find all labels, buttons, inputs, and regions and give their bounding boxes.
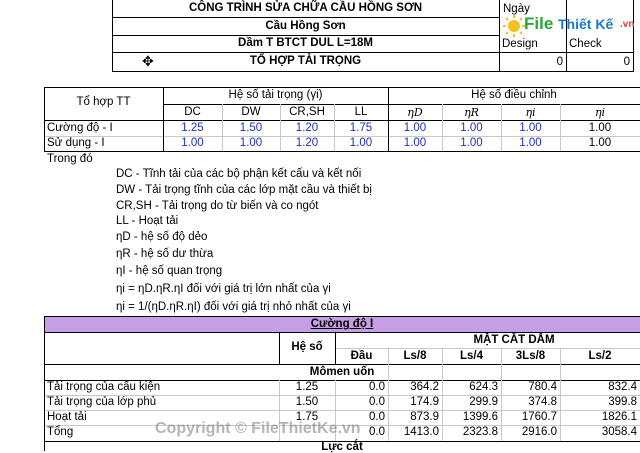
cell-value: 174.9 — [410, 396, 439, 408]
watermark-logo — [500, 12, 635, 38]
logo-thietke-text: Thiết Kế — [558, 16, 614, 32]
cell-value: 832.4 — [608, 381, 637, 393]
cell-value: 1.25 — [181, 122, 204, 134]
cell-value: 1.00 — [588, 122, 612, 134]
section-col-ls4: Ls/4 — [459, 350, 483, 362]
note-line: ηD - hệ số độ dẻo — [116, 231, 208, 243]
row-label: Hoạt tải — [47, 411, 87, 423]
crosshair-cursor-icon: ✥ — [142, 53, 154, 69]
col-eta-r: ηR — [464, 106, 479, 119]
copyright-watermark: Copyright © FileThietKe.vn — [155, 420, 361, 437]
design-value: 0 — [556, 56, 563, 68]
cell-value: 1.00 — [519, 137, 542, 149]
notes-title: Trong đó — [47, 153, 93, 165]
row-label: Tải trọng của cấu kiện — [47, 381, 161, 393]
row-factor: 1.50 — [295, 396, 319, 408]
strength-title: Cường độ I — [310, 318, 374, 330]
shear-title: Lực cắt — [321, 441, 363, 453]
cell-value: 1.20 — [295, 137, 319, 149]
section-col-3ls8: 3Ls/8 — [515, 350, 546, 362]
cell-value: 1.00 — [460, 122, 483, 134]
row-label: Tải trọng của lớp phủ — [47, 396, 157, 408]
col-crsh: CR,SH — [289, 106, 325, 118]
combo-title: Tổ hợp TT — [76, 96, 131, 108]
note-line: ηi = 1/(ηD.ηR.ηI) đối với giá trị nhỏ nhất của γi — [116, 301, 351, 313]
cell-value: 1.75 — [349, 122, 373, 134]
note-line: DC - Tĩnh tải của các bộ phận kết cấu và kết nối — [116, 168, 362, 180]
cell-value: 1.00 — [519, 122, 542, 134]
design-label: Design — [502, 38, 538, 50]
cell-value: 374.8 — [528, 396, 557, 408]
date-label: Ngày — [503, 3, 530, 15]
col-eta-d: ηD — [407, 106, 423, 119]
factor-header: Hệ số — [291, 341, 323, 353]
cell-value: 2323.8 — [462, 426, 498, 438]
col-eta-i: ηi — [525, 106, 536, 119]
cell-value: 2916.0 — [521, 426, 557, 438]
beam-title: Dầm T BTCT DUL L=18M — [238, 37, 373, 49]
check-value: 0 — [623, 56, 630, 68]
note-line: ηI - hệ số quan trọng — [116, 265, 223, 277]
check-label: Check — [569, 38, 602, 50]
cell-value: 0.0 — [369, 426, 385, 438]
cell-value: 1826.1 — [601, 411, 637, 423]
bridge-name: Cầu Hồng Sơn — [265, 20, 346, 32]
cell-value: 1760.7 — [521, 411, 557, 423]
adjust-factor-group: Hệ số điều chỉnh — [471, 89, 557, 101]
col-dc: DC — [184, 106, 201, 118]
section-col-end: Đầu — [350, 350, 373, 362]
cell-value: 1.00 — [403, 122, 427, 134]
project-title: CÔNG TRÌNH SỬA CHỮA CẦU HỒNG SƠN — [188, 2, 423, 14]
cell-value: 780.4 — [528, 381, 557, 393]
cell-value: 0.0 — [369, 411, 385, 423]
cell-value: 873.9 — [410, 411, 439, 423]
logo-sun-icon — [502, 14, 526, 38]
cell-value: 364.2 — [410, 381, 439, 393]
row-factor: 1.25 — [295, 381, 319, 393]
cell-value: 1413.0 — [403, 426, 439, 438]
cell-value: 299.9 — [469, 396, 498, 408]
logo-tld-text: .vn — [620, 19, 635, 30]
section-col-ls2: Ls/2 — [588, 350, 612, 362]
cell-value: 1.20 — [295, 122, 319, 134]
note-line: CR,SH - Tải trọng do từ biến và co ngót — [116, 200, 319, 212]
cell-value: 1.00 — [403, 137, 427, 149]
row-label-total: Tổng — [47, 426, 74, 438]
load-factor-group: Hệ số tải trọng (γi) — [228, 89, 323, 101]
row-service-label: Sử dụng - I — [47, 137, 105, 149]
moment-title: Mômen uốn — [309, 366, 375, 378]
section-col-ls8: Ls/8 — [403, 350, 427, 362]
note-line: ηi = ηD.ηR.ηI đối với giá trị lớn nhất của γi — [116, 283, 331, 295]
cell-value: 1.00 — [181, 137, 204, 149]
logo-file-text: File — [524, 14, 554, 33]
cell-value: 1.00 — [239, 137, 263, 149]
cell-value: 1.00 — [588, 137, 612, 149]
col-dw: DW — [241, 106, 261, 118]
cell-value: 3058.4 — [601, 426, 637, 438]
note-line: LL - Hoạt tải — [116, 215, 179, 227]
cell-value: 1.50 — [239, 122, 263, 134]
cell-value: 1.00 — [460, 137, 483, 149]
row-strength-label: Cường độ - I — [47, 122, 113, 134]
section-header: MẶT CẮT DẦM — [473, 334, 555, 346]
cell-value: 1.00 — [349, 137, 373, 149]
cell-value: 624.3 — [469, 381, 498, 393]
sheet-title: TỔ HỢP TẢI TRỌNG — [249, 55, 362, 67]
cell-value: 1399.6 — [462, 411, 498, 423]
note-line: DW - Tải trọng tĩnh của các lớp mặt cầu và thiết bị — [116, 184, 372, 196]
cell-value: 0.0 — [369, 381, 385, 393]
cell-value: 0.0 — [369, 396, 385, 408]
row-factor: 1.75 — [295, 411, 319, 423]
col-ll: LL — [354, 106, 368, 118]
note-line: ηR - hệ số dư thừa — [116, 248, 214, 260]
col-eta-i-2: ηi — [594, 106, 606, 119]
cell-value: 399.8 — [608, 396, 637, 408]
